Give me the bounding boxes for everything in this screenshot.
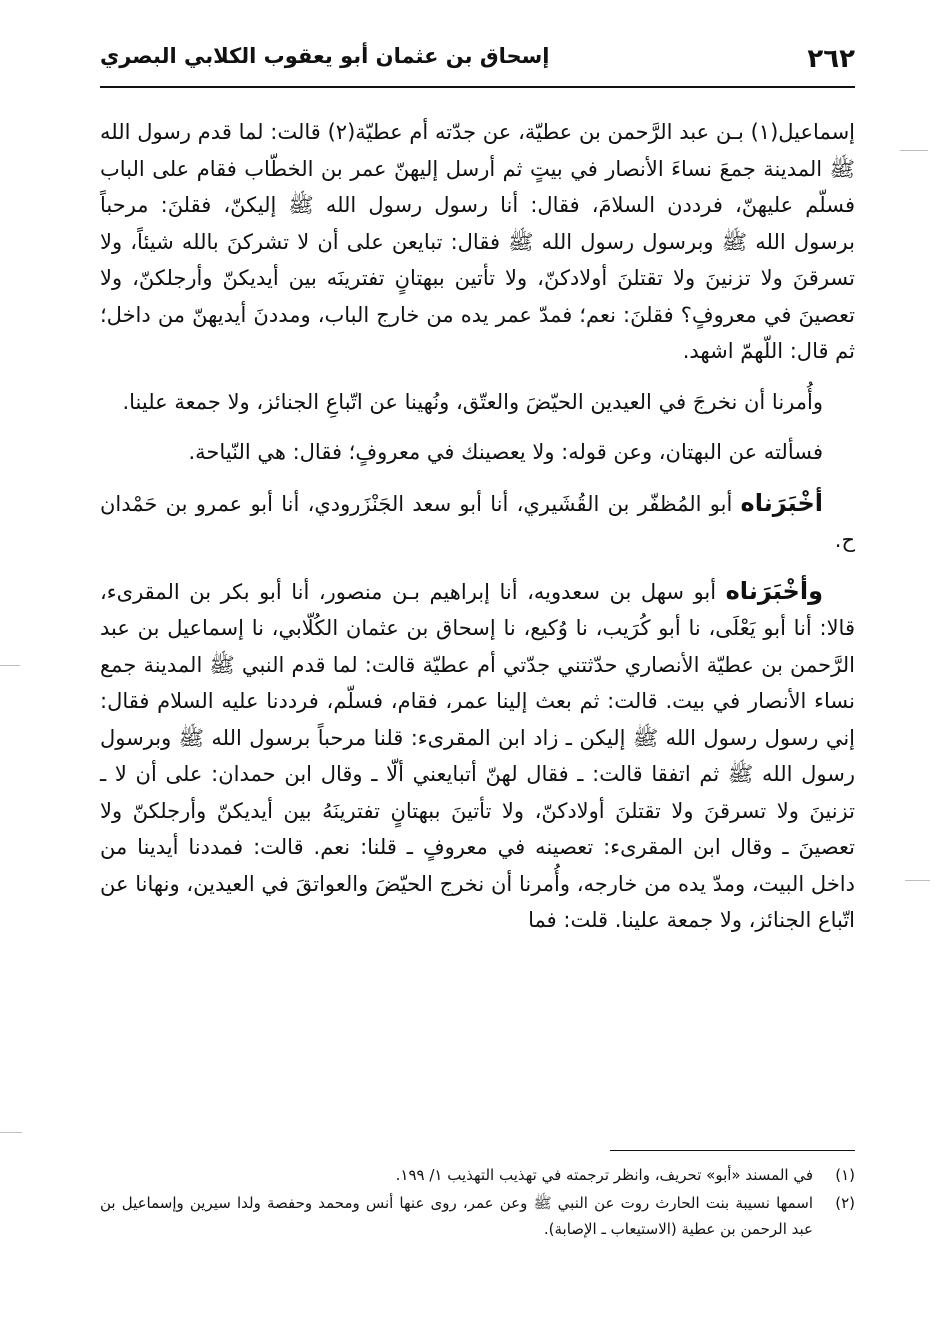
isnad-lead-word: وأخْبَرَناه [725, 576, 823, 605]
footnote-number: (٢) [835, 1194, 855, 1212]
footnote-text: في المسند «أبو» تحريف، وانظر ترجمته في تهذيب التهذيب ١/ ١٩٩. [395, 1166, 813, 1184]
paragraph-question: فسألته عن البهتان، وعن قوله: ولا يعصينك في معروفٍ؛ فقال: هي النّياحة. [188, 440, 823, 464]
footnote-separator [610, 1150, 855, 1151]
paragraph-isnad-2 [100, 573, 855, 939]
scan-margin-mark [0, 1132, 22, 1133]
footnotes [100, 1162, 855, 1244]
footnote [100, 1190, 855, 1242]
footnote [100, 1162, 855, 1188]
scan-margin-mark [0, 665, 20, 666]
isnad-lead-word: أخْبَرَناه [740, 488, 823, 517]
footnote-text: اسمها نسيبة بنت الحارث روت عن النبي ﷺ وعن عمر، روى عنها أنس ومحمد وحفصة ولدا سيرين وإسماعيل بن عبد الرحمن بن عطية (الاستيعاب ـ الإصابة). [100, 1194, 813, 1238]
page-number: ٢٦٢ [807, 44, 855, 74]
footnote-number: (١) [835, 1166, 855, 1184]
running-head: إسحاق بن عثمان أبو يعقوب الكلابي البصري [100, 44, 550, 68]
scan-margin-mark [905, 880, 930, 881]
isnad-text: أبو سهل بن سعدويه، أنا إبراهيم بـن منصور، أنا أبو بكر بن المقرىء، قالا: أنا أبو يَعْلَى، نا أبو كُرَيب، نا وُكيع، نا إسحاق بن عثمان الكُلّابي، نا إسماعيل بن عبد الرَّحمن بن عطيّة الأنصاري حدّثتني جدّتي أم عطيّة قالت: لما قدم النبي ﷺ المدينة جمع نساء الأنصار في بيت. قالت: ثم بعث إلينا عمر، فقام، فسلّم، فرددنا عليه السلام فقال: إني رسول رسول الله ﷺ إليكن ـ زاد ابن المقرىء: قلنا مرحباً برسول الله ﷺ وبرسول رسول الله ﷺ ثم اتفقا قالت: ـ فقال لهنّ أتبايعني ألّا ـ وقال ابن حمدان: على أن لا ـ تزنينَ ولا تسرقنَ ولا تقتلنَ أولادكنّ، ولا تأتينَ ببهتانٍ تفترينَهُ بين أيديكنّ وأرجلكنّ ولا تعصينَ ـ وقال ابن المقرىء: تعصينه في معروفٍ ـ قلنا: نعم. قالت: فمددنا أيدينا من داخل البيت، ومدّ يده من خارجه، وأُمرنا أن نخرج الحيّضَ والعواتقَ في العيدين، ونهانا عن اتّباع الجنائز، ولا جمعة علينا. قلت: فما [100, 579, 855, 932]
paragraph-isnad-1 [100, 485, 855, 559]
main-text [100, 114, 855, 953]
scan-margin-mark [900, 150, 928, 151]
header-rule [100, 86, 855, 88]
paragraph-hadith: إسماعيل(١) بـن عبد الرَّحمن بن عطيّة، عن جدّته أم عطيّة(٢) قالت: لما قدم رسول الله ﷺ المدينة جمعَ نساءَ الأنصار في بيتٍ ثم أرسل إليهنّ عمر بن الخطّاب فقام على الباب فسلّم عليهنّ، فرددن السلامَ، فقال: أنا رسول رسول الله ﷺ إليكنّ، فقلنَ: مرحباً برسول الله ﷺ وبرسول رسول الله ﷺ فقال: تبايعن على أن لا تشركنَ بالله شيئاً، ولا تسرقنَ ولا تزنينَ ولا تقتلنَ أولادكنّ، ولا تأتين ببهتانٍ تفترينَه بين أيديكنّ وأرجلكنّ، ولا تعصينَ في معروفٍ؟ فقلنَ: نعم؛ فمدّ عمر يده من خارج الباب، ومددنَ أيديهنّ من داخل؛ ثم قال: اللّهمّ اشهد. [100, 120, 856, 363]
isnad-text: أبو المُظفّر بن القُشَيري، أنا أبو سعد الجَنْزَرودي، أنا أبو عمرو بن حَمْدان ح. [100, 491, 855, 552]
paragraph-eid: وأُمرنا أن نخرجَ في العيدين الحيّضَ والعتّق، ونُهينا عن اتّباعِ الجنائز، ولا جمعة علينا. [122, 389, 823, 414]
page-header [100, 42, 855, 88]
